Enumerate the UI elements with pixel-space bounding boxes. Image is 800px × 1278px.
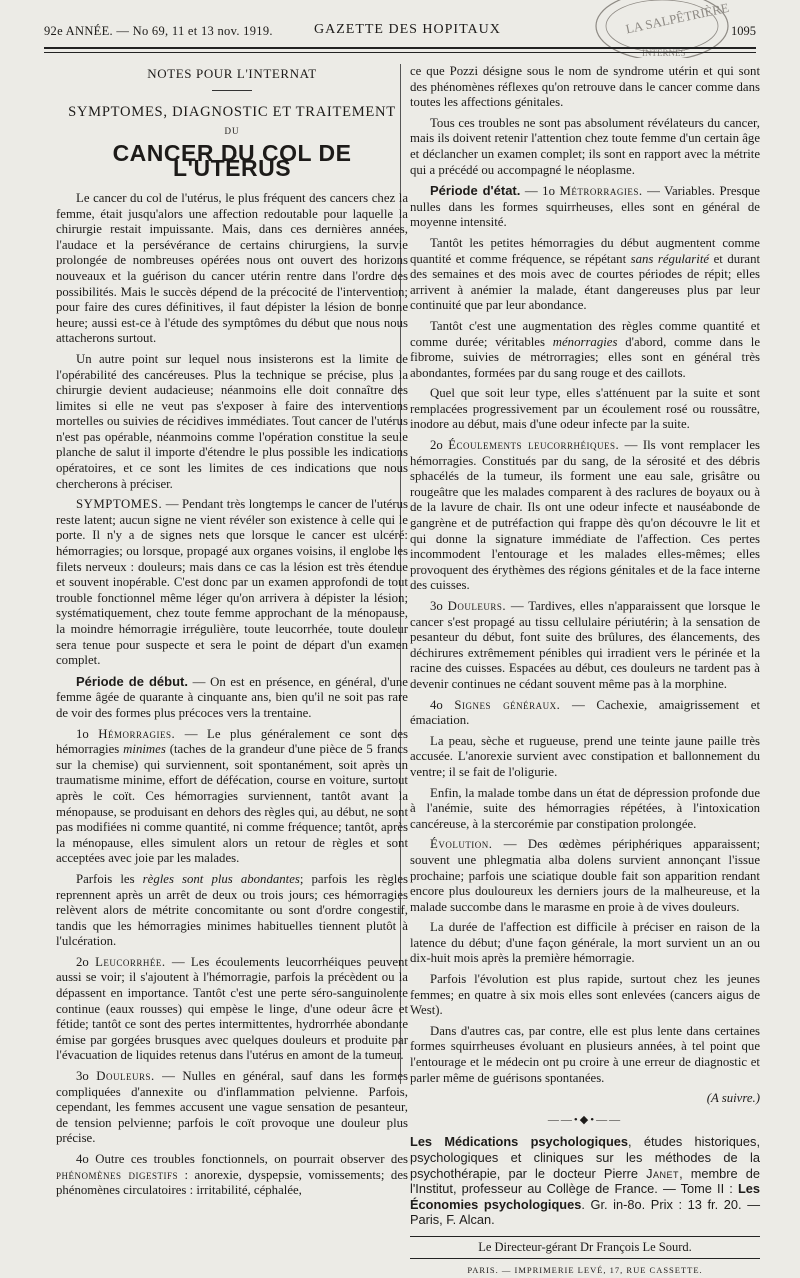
svg-text:LA SALPÊTRIÈRE: LA SALPÊTRIÈRE (624, 0, 731, 37)
section-rule (212, 90, 252, 91)
paragraph: Parfois l'évolution est plus rapide, surtout chez les jeunes femmes; en quatre à six mois elles sont enlevées (cancers aigus de West). (410, 972, 760, 1018)
subheading-symptomes: SYMPTOMES. (76, 497, 163, 512)
paragraph: Tantôt les petites hémorragies du début augmentent comme quantité et comme fréquence, se répétant sans régularité et durant des semaines et des mois avec de courtes périodes de répit; elles arrivent à anémier la malade, étant dangereuses plus par leur continuité que par leur abondance. (410, 235, 761, 313)
ornament-divider: ——•◆•—— (547, 1113, 623, 1126)
book-title: Les Médications psychologiques (410, 1134, 628, 1150)
page-number: 1095 (731, 24, 756, 38)
paragraph: 2o Leucorrhée. — Les écoulements leucorrhéiques peuvent aussi se voir; il s'ajoutent à l'hémorragie, parfois la précèdent ou la dépassent en importance. Tantôt c'est une perte séro-sanguinolente continue (eaux rousses) qui empèse le linge, d'une odeur âcre et fétide; tantôt ce sont des pertes intermittentes, hydrorrhée abondante émise par gorgées brusques avec quelques douleurs et produite par l'évacuation de liquides retenus dans l'utérus en amont de la tumeur. (56, 954, 408, 1063)
paragraph: 3o Douleurs. — Tardives, elles n'apparaissent que lorsque le cancer s'est propagé au tissu cellulaire périutérin; à la sensation de pesanteur du début, font suite des brûlures, des élancements, des déchirures extrêmement pénibles qui irradient vers le périnée et la racine des cuisses. Espacées au début, ces douleurs ne tardent pas à devenir continues ne cédant souvent même pas à la morphine. (410, 599, 760, 691)
subheading-douleurs: Douleurs. (96, 1069, 155, 1084)
paragraph: Tantôt c'est une augmentation des règles comme quantité et comme durée; véritables ménorragies d'abord, comme dans le fibrome, suivies de métrorragies; elles sont en général très abondantes, formées par du sang rouge et des caillots. (410, 318, 760, 380)
subheading-evolution: Évolution. (430, 837, 493, 852)
paragraph: SYMPTOMES. — Pendant très longtemps le cancer de l'utérus reste latent; aucun signe ne vient révéler son existence à celle qui le porte. Il n'y a de signes nets que lorsque le cancer est ulcéré: hémorragies; ou lorsque, propagé aux organes voisins, il englobe les filets nerveux : douleurs; mais dans ce cas la lésion est très étendue et souvent inopérable. C'est donc par un examen approfondi de tout trouble fonctionnel même léger qu'on arrivera à dépister la lésion; systématiquement, chez toute femme approchant de la ménopause, la moindre hémorragie irrégulière, toute leucorrhée, toute douleur sera tenue pour suspecte et sera le point de départ d'un examen complet. (56, 497, 408, 668)
header-rule-thin (44, 52, 756, 53)
journal-title: GAZETTE DES HOPITAUX (314, 22, 501, 37)
paragraph: Un autre point sur lequel nous insisterons est la limite de l'opérabilité des cancéreuses. Plus la technique se précise, plus la chirurgie devient audacieuse; néanmoins elle doit connaître des limites si elle ne veut pas s'exposer à faire des interventions mortelles ou suivies de récidives immédiates. Tout cancer de l'utérus n'est pas opérable, néanmoins comme l'opération constitue la seule planche de salut il importe d'étendre le plus possible les indications opératoires, et ce sont les limites de ces indications que nous chercherons à préciser. (56, 351, 408, 491)
left-column (56, 66, 408, 1204)
article-title: SYMPTOMES, DIAGNOSTIC ET TRAITEMENT (68, 103, 396, 120)
paragraph: Évolution. — Des œdèmes périphériques apparaissent; souvent une phlegmatia alba dolens survient annonçant l'issue prochaine; parfois une sciatique double fait son apparition rendant encore plus douloureux les derniers jours de la malheureuse, et la malade succombe dans le marasme en proie à de vives douleurs. (410, 837, 760, 914)
subheading-leucorrhee: Leucorrhée. (95, 954, 166, 969)
paragraph: 1o Hémorragies. — Le plus généralement ce sont des hémorragies minimes (taches de la grandeur d'une pièce de 5 francs sur la chemise) qui surviennent, soit spontanément, soit après un traumatisme minime, effort de défécation, course en voiture, surtout après le coït. Ces hémorragies surviennent, tantôt avant la ménopause, se produisant en dehors des règles qui, au début, ne sont pas modifiées ni comme quantité, ni comme fréquence; tantôt, après la ménopause, elles simulent alors un retour de règles et sont acceptées avec joie par les malades. (56, 726, 408, 866)
right-column (410, 64, 760, 1278)
article-subject: CANCER DU COL DE L'UTÉRUS (112, 139, 352, 182)
subheading-etat: Période d'état. (430, 183, 521, 199)
paragraph: Dans d'autres cas, par contre, elle est plus lente dans certaines formes squirrheuses évoluant en plusieurs années, à tel point que l'entourage et le médecin ont pu croire à une erreur de diagnostic et parler même de guérisons spontanées. (410, 1023, 760, 1085)
paragraph: Période de début. — On est en présence, en général, d'une femme âgée de quarante à cinquante ans, bien qu'il ne soit pas rare de voir des formes plus précoces vers la trentaine. (56, 673, 408, 720)
issue-info: 92e ANNÉE. — No 69, 11 et 13 nov. 1919. (44, 24, 273, 38)
paragraph: 4o Outre ces troubles fonctionnels, on pourrait observer des phénomènes digestifs : anorexie, dyspepsie, vomissements; des phénomènes circulatoires : irritabilité, céphalée, (56, 1152, 408, 1198)
paragraph: Enfin, la malade tombe dans un état de dépression profonde due à l'anémie, suite des hémorragies répétées, à l'intoxication cancéreuse, à la stercorémie par constipation prolongée. (410, 785, 760, 831)
paragraph: Quel que soit leur type, elles s'atténuent par la suite et sont remplacées progressivement par un écoulement rosé ou roussâtre, inodore au début, mais d'une odeur infecte par la suite. (410, 386, 760, 432)
director-signature: Le Directeur-gérant Dr François Le Sourd. (410, 1236, 760, 1259)
paragraph: 3o Douleurs. — Nulles en général, sauf dans les formes compliquées d'annexite ou d'inflammation pelvienne. Parfois, cependant, les femmes accusent une vague sensation de pesanteur, de tension pelvienne; parfois le coït provoque une douleur plus précise. (56, 1069, 408, 1146)
paragraph: Tous ces troubles ne sont pas absolument révélateurs du cancer, mais ils doivent retenir l'attention chez toute femme d'un certain âge et déclancher un examen complet; ils sont en rapport avec la métrite qui a précédé ou accompagné le néoplasme. (410, 115, 760, 177)
subheading-metrorragies: Métrorragies. (559, 184, 643, 199)
section-heading: NOTES POUR L'INTERNAT (147, 66, 317, 81)
subheading-signes-generaux: Signes généraux. (454, 697, 561, 712)
paragraph: 4o Signes généraux. — Cachexie, amaigrissement et émaciation. (410, 697, 760, 728)
paragraph: 2o Écoulements leucorrhéiques. — Ils vont remplacer les hémorragies. Constitués par du sang, de la sérosité et des débris sphacélés de la tumeur, ils forment une eau sale, grisâtre ou rougeâtre que les malades comparent à des raclures de boyaux ou à de la lavure de chair. Ils ont une odeur infecte et nauséabonde de gangrène et de putréfaction qui frappe dès qu'on découvre le lit et qui donne la signature immédiate de l'affection. Ces pertes incommodent l'entourage et les malades elles-mêmes; elles provoquent des érythèmes des régions génitales et de la face interne des cuisses. (410, 438, 760, 593)
book-subtitle: Les Économies psychologiques (410, 1181, 760, 1212)
svg-text:INTERNES: INTERNES (642, 48, 686, 58)
paragraph: Période d'état. — 1o Métrorragies. — Variables. Presque nulles dans les formes squirrheuses, elles sont en général de moyenne intensité. (410, 183, 760, 230)
paragraph: La durée de l'affection est difficile à préciser en raison de la latence du début; d'une façon générale, la mort survient un an ou dix-huit mois après la première hémorragie. (410, 920, 760, 966)
subheading-douleurs: Douleurs. (447, 599, 507, 613)
paragraph: La peau, sèche et rugueuse, prend une teinte jaune paille très accusée. L'anorexie survient avec constipation et ballonnement du ventre; il se fait de l'oligurie. (410, 733, 760, 779)
header-rule-thick (44, 47, 756, 49)
subheading-debut: Période de début. (76, 673, 188, 689)
paragraph: ce que Pozzi désigne sous le nom de syndrome utérin et qui sont des phénomènes réflexes qu'on retrouve dans le cancer comme dans toutes les affections génitales. (410, 64, 760, 110)
to-be-continued: (A suivre.) (706, 1091, 760, 1106)
library-stamp (584, 0, 734, 58)
paragraph: Parfois les règles sont plus abondantes; parfois les règles reprennent après un arrêt de deux ou trois jours; ces hémorragies relèvent alors de métrite concomitante ou sont d'ordre congestif, tandis que les hémorragies minimes habituelles tiennent plutôt à l'ulcération. (56, 871, 408, 949)
subheading-ecoulements: Écoulements leucorrhéiques. (448, 438, 620, 453)
paragraph: Le cancer du col de l'utérus, le plus fréquent des cancers chez la femme, était jusqu'alors une affection redoutable pour laquelle la chirurgie restait impuissante. Mais, dans ces dernières années, l'audace et la persévérance de certains chirurgiens, la survie prolongée de nombreuses opérées nous ont ouvert des horizons nouveaux et la guérison du cancer utérin rentre dans l'ordre des possibilités. Mais le succès dépend de la précocité de l'intervention; pour faire des cures définitives, il faut dépister la lésion de bonne heure; aussi est-ce à l'étude des symptômes du début que nous nous attacherons surtout. (56, 190, 408, 346)
book-notice: Les Médications psychologiques, études historiques, psychologiques et cliniques sur les méthodes de la psychothérapie, par le docteur Pierre Janet, membre de l'Institut, professeur au Collège de France. — Tome II : Les Économies psychologiques. Gr. in-8o. Prix : 13 fr. 20. — Paris, F. Alcan. (410, 1134, 760, 1228)
printer-imprint: PARIS. — IMPRIMERIE LEVÉ, 17, RUE CASSETTE. (467, 1264, 703, 1275)
subheading-hemorragies: Hémorragies. (98, 726, 176, 741)
title-connector: DU (224, 126, 240, 137)
